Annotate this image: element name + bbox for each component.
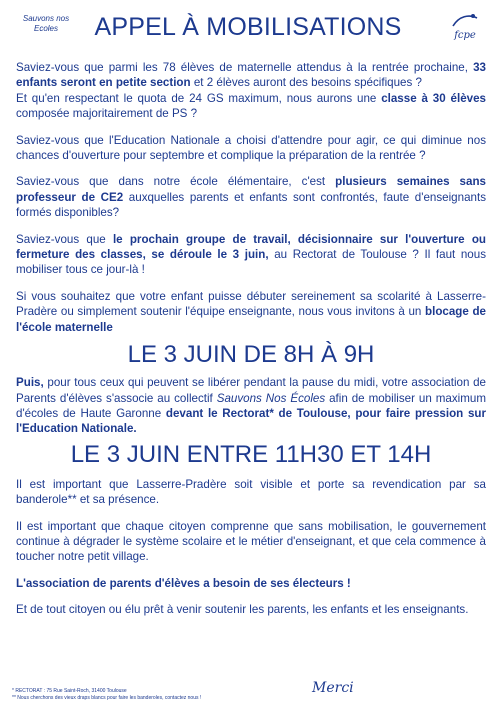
paragraph-electeurs: L'association de parents d'élèves a besoin de ses électeurs !	[16, 576, 351, 590]
page-title: APPEL À MOBILISATIONS	[94, 13, 402, 41]
text: Saviez-vous que	[16, 232, 113, 246]
bold-text: blocage de l'école maternelle	[16, 305, 486, 334]
paragraph-rectorat	[16, 375, 486, 437]
bold-text: plusieurs semaines sans professeur de CE2	[16, 175, 486, 204]
text: Si vous souhaitez que votre enfant puisse débuter sereinement sa scolarité à Lasserre-Pradère ou simplement soutenir l'équipe enseignante, nous vous invitons à un	[16, 289, 486, 319]
italic-text: Sauvons Nos Écoles	[216, 391, 326, 405]
main-content	[16, 60, 486, 618]
bold-text: devant le Rectorat* de Toulouse, pour faire pression sur l'Education Nationale.	[16, 406, 486, 436]
paragraph-education-nationale	[16, 133, 486, 164]
paragraph-banderole	[16, 477, 486, 508]
text: composée majoritairement de PS ?	[16, 107, 198, 121]
text: Et qu'en respectant le quota de 24 GS maximum, nous aurons une	[16, 91, 382, 105]
text: Il est important que Lasserre-Pradère soit visible et porte sa revendication par sa banderole** et sa présence.	[16, 477, 486, 507]
date-heading-noon: LE 3 JUIN ENTRE 11H30 ET 14H	[70, 440, 432, 468]
bold-text: le prochain groupe de travail, décisionnaire sur l'ouverture ou fermeture des classes, se déroule le 3 juin,	[16, 232, 486, 262]
header	[0, 8, 497, 48]
logo-left-line2: Ecoles	[33, 24, 58, 33]
text: afin de mobiliser un maximum d'écoles de Haute Garonne	[16, 391, 486, 420]
text: Saviez-vous que parmi les 78 élèves de maternelle attendus à la rentrée prochaine,	[16, 61, 474, 74]
paragraph-soutien	[16, 602, 486, 617]
bold-text: classe à 30 élèves	[381, 91, 486, 105]
text: Saviez-vous que l'Education Nationale a choisi d'attendre pour agir, ce qui diminue nos chances d'ouverture pour septembre et complique la préparation de la rentrée ?	[16, 133, 486, 163]
merci-signature: Merci	[312, 680, 354, 696]
paragraph-blocage	[16, 289, 486, 335]
text: auxquelles parents et enfants sont confrontés, faute d'enseignants formés disponibles?	[16, 190, 486, 220]
bold-text: Puis,	[16, 376, 44, 390]
date-heading-morning: LE 3 JUIN DE 8H À 9H	[127, 341, 375, 369]
paragraph-citoyen	[16, 519, 486, 565]
paragraph-groupe-travail	[16, 232, 486, 278]
fcpe-logo-text: fcpe	[454, 30, 476, 41]
text: Saviez-vous que dans notre école élémentaire, c'est	[16, 175, 336, 189]
footnote-banderole: ** Nous cherchons des vieux draps blancs pour faire les banderoles, contactez nous !	[12, 695, 202, 701]
logo-left-line1: Sauvons nos	[22, 14, 70, 23]
paragraph-maternelle	[16, 60, 486, 122]
sauvons-nos-ecoles-logo	[20, 14, 72, 34]
bold-text: 33 enfants seront en petite section	[16, 61, 486, 90]
text: Il est important que chaque citoyen comprenne que sans mobilisation, le gouvernement continue à dégrader le système scolaire et le métier d'enseignant, et que cela commence à toucher notre petit village.	[16, 519, 486, 564]
footnotes	[12, 688, 312, 702]
fcpe-logo	[447, 12, 483, 48]
text: au Rectorat de Toulouse ? Il faut nous mobiliser tous ce jour-là !	[16, 248, 486, 277]
footnote-rectorat: * RECTORAT : 75 Rue Saint-Roch, 31400 Toulouse	[12, 688, 127, 694]
paragraph-ce2	[16, 174, 486, 220]
text: pour tous ceux qui peuvent se libérer pendant la pause du midi, votre association de Parents d'élèves s'associe au collectif	[16, 376, 486, 405]
text: et 2 élèves auront des besoins spécifiques ?	[190, 76, 422, 90]
fcpe-swoosh-icon	[451, 12, 479, 30]
text: Et de tout citoyen ou élu prêt à venir soutenir les parents, les enfants et les enseignants.	[16, 603, 469, 617]
